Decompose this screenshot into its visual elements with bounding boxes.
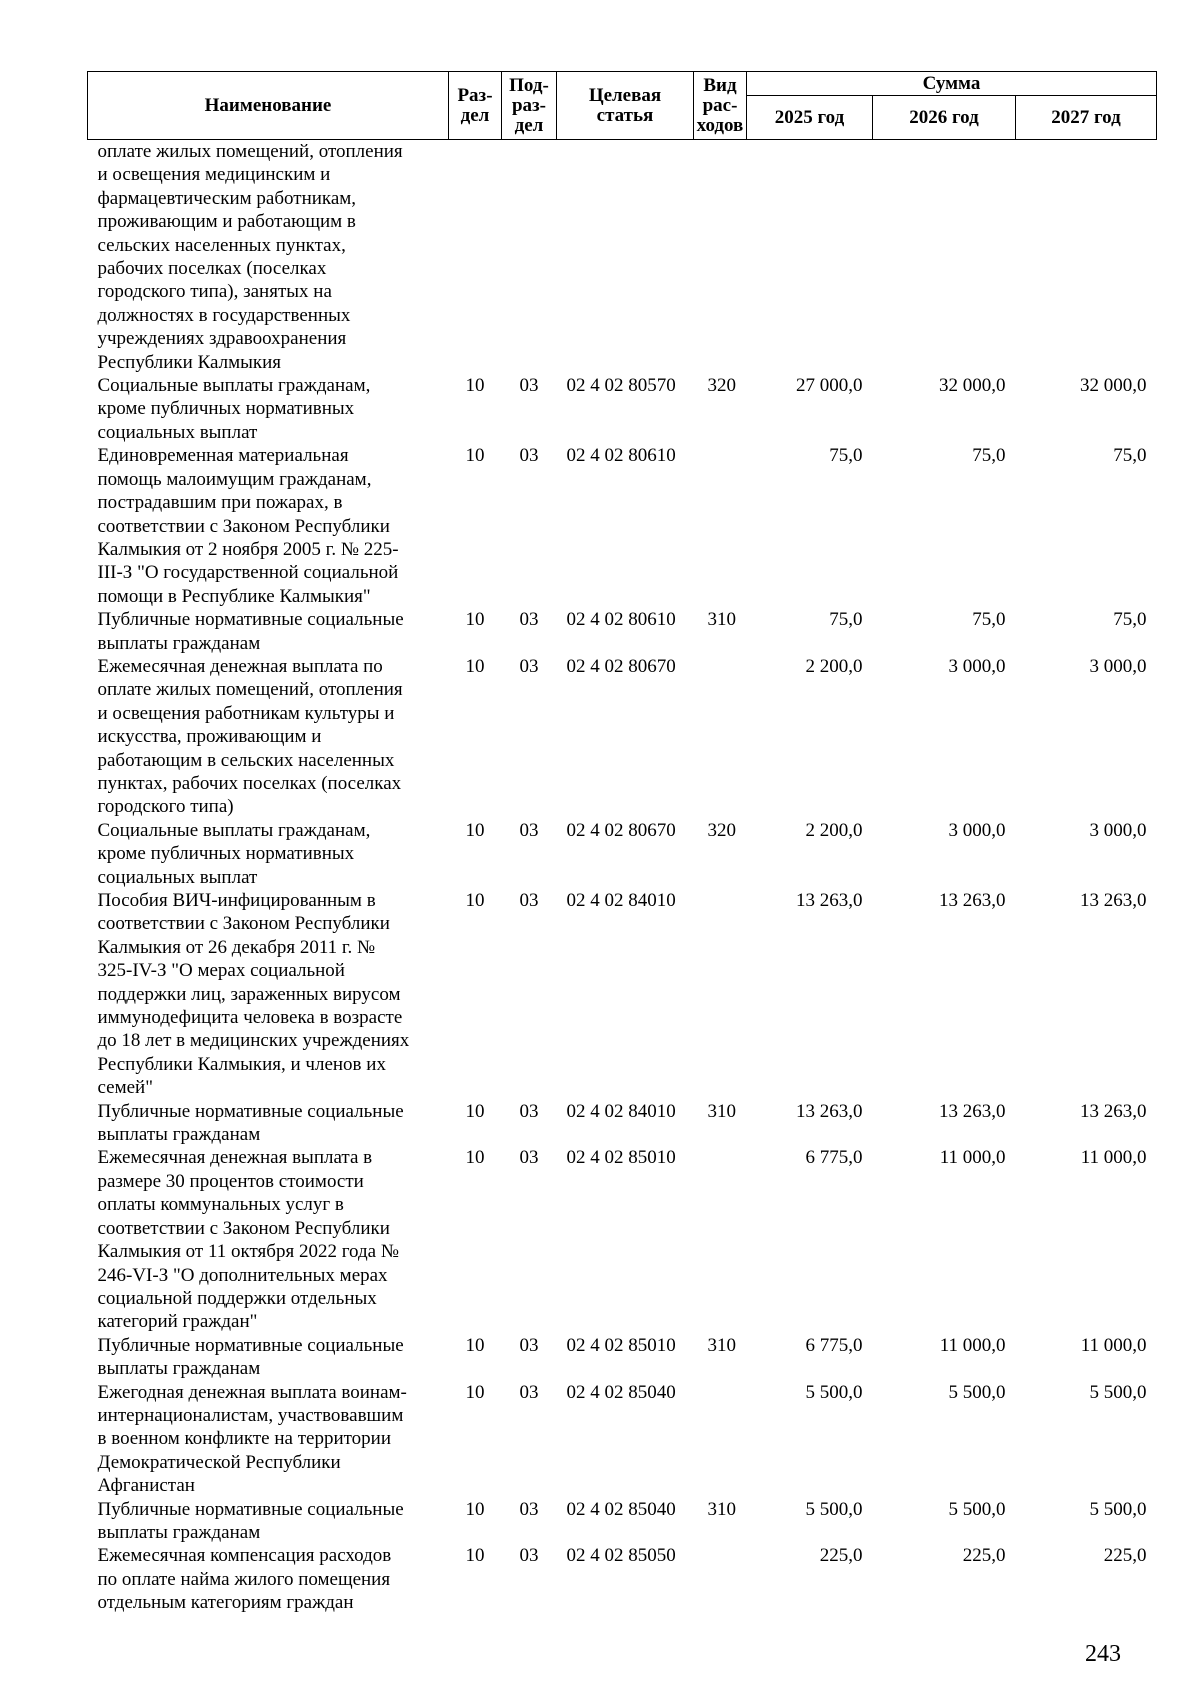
cell-subsection: 03 [519, 819, 539, 841]
cell-subsection: 03 [519, 1545, 539, 1567]
table-row [88, 655, 1157, 819]
table-header [88, 72, 1157, 140]
cell-kind [694, 1381, 747, 1498]
cell-2026: 13 263,0 [939, 890, 1006, 911]
cell-target: 02 4 02 80670 [566, 655, 676, 677]
cell-kind [694, 1146, 747, 1333]
cell-2027: 5 500,0 [1089, 1498, 1147, 1520]
cell-name: Ежемесячная денежная выплата по оплате жилых помещений, отопления и освещения работникам культуры и искусства, проживающим и работающим в сельских населенных пунктах, рабочих поселках (поселках городского типа) [97, 655, 403, 818]
cell-2025: 75,0 [829, 609, 863, 631]
cell-name: Социальные выплаты гражданам, кроме публичных нормативных социальных выплат [97, 375, 371, 443]
cell-2025: 6 775,0 [805, 1147, 863, 1169]
cell-2027: 3 000,0 [1089, 819, 1147, 841]
cell-target: 02 4 02 85040 [566, 1381, 676, 1403]
header-year-2025: 2025 год [747, 96, 873, 140]
cell-target: 02 4 02 84010 [566, 1100, 676, 1122]
cell-name: Единовременная материальная помощь малоимущим гражданам, пострадавшим при пожарах, в соответствии с Законом Республики Калмыкия от 2 ноября 2005 г. № 225- III-З "О государственной социальной помощи в Республике Калмыкия" [97, 445, 399, 607]
table-row [88, 444, 1157, 608]
cell-2025: 13 263,0 [796, 890, 863, 911]
cell-2025: 6 775,0 [805, 1334, 863, 1356]
cell-kind [694, 140, 747, 375]
header-sum: Сумма [747, 72, 1157, 96]
cell-name: Ежемесячная денежная выплата в размере 30 процентов стоимости оплаты коммунальных услуг в соответствии с Законом Республики Калмыкия от 11 октября 2022 года № 246-VI-З "О дополнительных мерах социальной поддержки отдельных категорий граждан" [97, 1147, 399, 1333]
cell-name: Ежемесячная компенсация расходов по оплате найма жилого помещения отдельным категориям граждан [97, 1545, 392, 1614]
cell-2027: 5 500,0 [1089, 1381, 1147, 1403]
table-row [88, 889, 1157, 1100]
cell-2025: 75,0 [829, 445, 863, 467]
cell-2026: 13 263,0 [939, 1100, 1006, 1122]
cell-subsection: 03 [519, 445, 539, 467]
header-section: Раз- дел [449, 72, 502, 140]
cell-kind [694, 889, 747, 1100]
cell-subsection: 03 [519, 655, 539, 677]
cell-2027: 75,0 [1113, 609, 1147, 631]
cell-name: Пособия ВИЧ-инфицированным в соответствии с Законом Республики Калмыкия от 26 декабря 2011 г. № 325-IV-З "О мерах социальной поддержки лиц, зараженных вирусом иммунодефицита человека в возрасте до 18 лет в медицинских учреждениях Республики Калмыкия, и членов их семей" [97, 890, 410, 1099]
cell-section: 10 [465, 375, 485, 397]
table-row [88, 374, 1157, 444]
table-row [88, 140, 1157, 375]
table-row [88, 1146, 1157, 1333]
cell-name: Ежегодная денежная выплата воинам- интернационалистам, участвовавшим в военном конфликте на территории Демократической Республики Афганистан [97, 1381, 407, 1497]
cell-name: Публичные нормативные социальные выплаты гражданам [97, 609, 404, 654]
cell-2025 [747, 140, 873, 375]
cell-section: 10 [465, 1334, 485, 1356]
cell-section: 10 [465, 890, 485, 911]
cell-section: 10 [465, 445, 485, 467]
header-year-2027: 2027 год [1016, 96, 1157, 140]
cell-kind: 310 [707, 1100, 736, 1122]
cell-2026: 32 000,0 [939, 375, 1006, 397]
cell-2027: 32 000,0 [1080, 375, 1147, 397]
cell-target: 02 4 02 80670 [566, 819, 676, 841]
cell-target: 02 4 02 80610 [566, 609, 676, 631]
cell-target: 02 4 02 85010 [566, 1334, 676, 1356]
cell-2025: 225,0 [819, 1545, 863, 1567]
cell-kind: 320 [707, 375, 736, 397]
table-row [88, 819, 1157, 889]
cell-subsection: 03 [519, 1498, 539, 1520]
table-row [88, 608, 1157, 655]
cell-target [557, 140, 694, 375]
cell-2025: 2 200,0 [805, 819, 863, 841]
cell-2027: 13 263,0 [1080, 1100, 1147, 1122]
cell-kind [694, 655, 747, 819]
table-body [88, 140, 1157, 1615]
cell-2026: 11 000,0 [939, 1147, 1006, 1169]
budget-table [87, 71, 1157, 1615]
cell-name: оплате жилых помещений, отопления и освещения медицинским и фармацевтическим работникам, проживающим и работающим в сельских населенных пунктах, рабочих поселках (поселках городского типа), занятых на должностях в государственных учреждениях здравоохранения Республики Калмыкия [97, 141, 403, 373]
cell-2026: 5 500,0 [948, 1381, 1006, 1403]
cell-kind: 310 [707, 609, 736, 631]
cell-2027 [1016, 140, 1157, 375]
cell-2026: 3 000,0 [948, 819, 1006, 841]
cell-name: Социальные выплаты гражданам, кроме публичных нормативных социальных выплат [97, 819, 371, 888]
cell-2026 [873, 140, 1016, 375]
cell-2025: 13 263,0 [796, 1100, 863, 1122]
cell-2026: 75,0 [972, 445, 1006, 467]
cell-kind: 320 [707, 819, 736, 841]
cell-subsection: 03 [519, 1100, 539, 1122]
header-year-2026: 2026 год [873, 96, 1016, 140]
cell-section [449, 140, 502, 375]
cell-kind: 310 [707, 1334, 736, 1356]
cell-target: 02 4 02 85050 [566, 1545, 676, 1567]
cell-subsection: 03 [519, 1147, 539, 1169]
cell-section: 10 [465, 819, 485, 841]
cell-subsection: 03 [519, 1381, 539, 1403]
cell-2026: 75,0 [972, 609, 1006, 631]
cell-2025: 5 500,0 [805, 1381, 863, 1403]
cell-2025: 5 500,0 [805, 1498, 863, 1520]
cell-2027: 225,0 [1103, 1545, 1147, 1567]
cell-subsection: 03 [519, 609, 539, 631]
cell-kind: 310 [707, 1498, 736, 1520]
table-row [88, 1100, 1157, 1147]
cell-target: 02 4 02 84010 [566, 890, 676, 911]
header-target: Целевая статья [557, 72, 694, 140]
cell-subsection: 03 [519, 375, 539, 397]
cell-2025: 2 200,0 [805, 655, 863, 677]
cell-2027: 11 000,0 [1080, 1334, 1147, 1356]
cell-section: 10 [465, 1381, 485, 1403]
cell-2025: 27 000,0 [796, 375, 863, 397]
table-row [88, 1498, 1157, 1545]
cell-2027: 3 000,0 [1089, 655, 1147, 677]
table-row [88, 1334, 1157, 1381]
cell-target: 02 4 02 80610 [566, 445, 676, 467]
cell-target: 02 4 02 85010 [566, 1147, 676, 1169]
cell-2027: 13 263,0 [1080, 890, 1147, 911]
cell-kind [694, 1544, 747, 1614]
page-number: 243 [1085, 1641, 1121, 1667]
cell-2026: 3 000,0 [948, 655, 1006, 677]
cell-name: Публичные нормативные социальные выплаты гражданам [97, 1100, 404, 1146]
cell-2027: 11 000,0 [1080, 1147, 1147, 1169]
cell-subsection: 03 [519, 1334, 539, 1356]
cell-section: 10 [465, 1100, 485, 1122]
cell-kind [694, 444, 747, 608]
cell-section: 10 [465, 1498, 485, 1520]
cell-subsection: 03 [519, 890, 539, 911]
cell-subsection [502, 140, 557, 375]
header-kind: Вид рас- ходов [694, 72, 747, 140]
cell-name: Публичные нормативные социальные выплаты гражданам [97, 1334, 404, 1380]
cell-2027: 75,0 [1113, 445, 1147, 467]
cell-section: 10 [465, 1147, 485, 1169]
cell-section: 10 [465, 655, 485, 677]
cell-2026: 11 000,0 [939, 1334, 1006, 1356]
header-name: Наименование [88, 72, 449, 140]
cell-section: 10 [465, 609, 485, 631]
table-row [88, 1544, 1157, 1614]
cell-target: 02 4 02 85040 [566, 1498, 676, 1520]
cell-name: Публичные нормативные социальные выплаты гражданам [97, 1498, 404, 1543]
cell-section: 10 [465, 1545, 485, 1567]
cell-target: 02 4 02 80570 [566, 375, 676, 397]
cell-2026: 225,0 [962, 1545, 1006, 1567]
cell-2026: 5 500,0 [948, 1498, 1006, 1520]
table-row [88, 1381, 1157, 1498]
header-subsection: Под- раз- дел [502, 72, 557, 140]
